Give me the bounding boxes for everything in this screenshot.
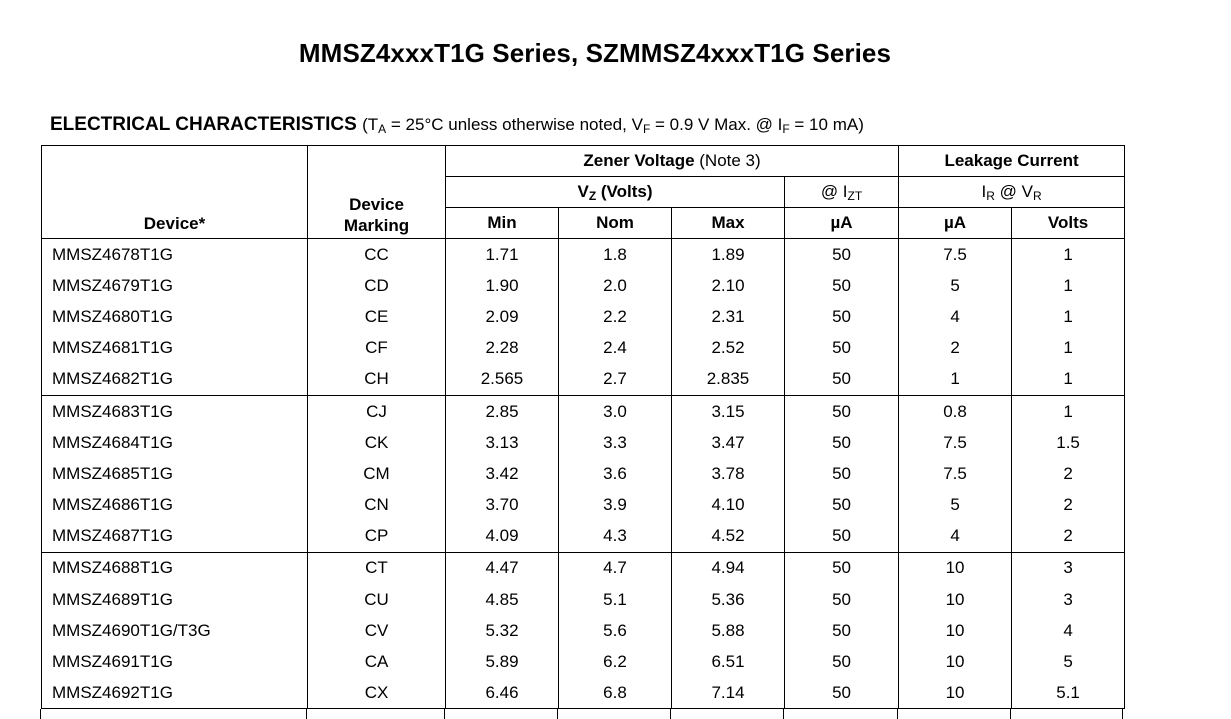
cell-ir: 10 [899,615,1012,646]
cell-vr: 5.1 [1012,678,1125,709]
cell-device: MMSZ4686T1G [42,490,308,521]
cell-vr: 1 [1012,333,1125,364]
cell-ir: 5 [899,490,1012,521]
cell-vz-min: 1.71 [446,239,559,271]
header-vz-volts [446,177,785,208]
cell-device: MMSZ4682T1G [42,364,308,396]
cond-close: = 10 mA) [789,115,864,134]
header-izt-main: @ I [820,182,848,201]
cell-vr: 1 [1012,270,1125,301]
cell-vr: 2 [1012,490,1125,521]
header-vz-unit: (Volts) [596,182,653,201]
header-marking-line1: Device [349,195,404,214]
cell-device: MMSZ4688T1G [42,552,308,584]
cell-vr: 1 [1012,239,1125,271]
cell-vz-max: 5.88 [672,615,785,646]
cond-mid2: = 0.9 V Max. @ I [650,115,783,134]
header-vz-main: V [577,182,589,201]
cell-vz-nom: 4.7 [559,552,672,584]
table-row [42,301,1125,332]
table-row [42,364,1125,396]
cell-marking: CC [308,239,446,271]
cond-open: (T [362,115,379,134]
cell-ir: 10 [899,678,1012,709]
table-body [42,239,1125,709]
cell-vr: 1 [1012,301,1125,332]
header-vr-unit: Volts [1012,208,1125,239]
cell-device: MMSZ4679T1G [42,270,308,301]
cell-ir: 0.8 [899,395,1012,427]
header-nom: Nom [559,208,672,239]
cell-vz-nom: 2.4 [559,333,672,364]
cell-vr: 4 [1012,615,1125,646]
cell-vr: 1.5 [1012,427,1125,458]
cell-vr: 2 [1012,521,1125,553]
header-max: Max [672,208,785,239]
cell-vr: 1 [1012,364,1125,396]
header-vz-sub: Z [588,189,597,203]
table-header [42,146,1125,239]
header-ir-at: @ V [994,182,1033,201]
cell-vz-min: 4.85 [446,584,559,615]
header-zener-label: Zener Voltage [583,151,695,170]
table-row [42,333,1125,364]
table-row [42,552,1125,584]
cell-marking: CE [308,301,446,332]
cell-vz-max: 2.31 [672,301,785,332]
section-heading [50,114,864,136]
cell-marking: CN [308,490,446,521]
header-izt-sub: ZT [847,189,863,203]
cell-vz-min: 2.28 [446,333,559,364]
cell-vz-nom: 5.6 [559,615,672,646]
cell-izt: 50 [785,364,899,396]
cell-vz-max: 2.52 [672,333,785,364]
cell-vz-max: 4.52 [672,521,785,553]
header-ir-at-vr [899,177,1125,208]
cell-izt: 50 [785,584,899,615]
cell-vz-min: 4.09 [446,521,559,553]
cell-izt: 50 [785,458,899,489]
cell-vz-max: 7.14 [672,678,785,709]
table-row [42,427,1125,458]
cond-if-sub: F [782,122,790,136]
cell-device: MMSZ4681T1G [42,333,308,364]
cell-ir: 7.5 [899,239,1012,271]
cell-marking: CT [308,552,446,584]
cell-device: MMSZ4685T1G [42,458,308,489]
cell-vz-nom: 1.8 [559,239,672,271]
cell-vz-nom: 6.2 [559,646,672,677]
cell-vz-min: 2.565 [446,364,559,396]
cell-vz-nom: 2.2 [559,301,672,332]
cell-vz-max: 3.15 [672,395,785,427]
cell-device: MMSZ4678T1G [42,239,308,271]
cell-vz-min: 2.09 [446,301,559,332]
cell-vz-max: 6.51 [672,646,785,677]
cell-vz-max: 5.36 [672,584,785,615]
cell-vz-max: 3.47 [672,427,785,458]
cell-marking: CF [308,333,446,364]
cell-vz-max: 2.10 [672,270,785,301]
cell-vz-min: 3.70 [446,490,559,521]
cell-vz-min: 4.47 [446,552,559,584]
table-row [42,646,1125,677]
header-device: Device* [42,146,308,239]
cell-marking: CJ [308,395,446,427]
cell-device: MMSZ4680T1G [42,301,308,332]
cell-vr: 1 [1012,395,1125,427]
cell-marking: CP [308,521,446,553]
cell-device: MMSZ4690T1G/T3G [42,615,308,646]
table-row [42,678,1125,709]
cell-ir: 10 [899,646,1012,677]
cell-vz-min: 6.46 [446,678,559,709]
cell-marking: CD [308,270,446,301]
cell-vz-nom: 4.3 [559,521,672,553]
cell-marking: CU [308,584,446,615]
cell-marking: CX [308,678,446,709]
cell-device: MMSZ4684T1G [42,427,308,458]
cell-vz-max: 2.835 [672,364,785,396]
cell-device: MMSZ4691T1G [42,646,308,677]
cell-izt: 50 [785,490,899,521]
cell-vz-min: 1.90 [446,270,559,301]
cell-izt: 50 [785,395,899,427]
header-zener-voltage [446,146,899,177]
cell-ir: 1 [899,364,1012,396]
header-izt-unit: µA [785,208,899,239]
cell-marking: CV [308,615,446,646]
cell-ir: 4 [899,521,1012,553]
table-row [42,239,1125,271]
cell-ir: 10 [899,552,1012,584]
cell-device: MMSZ4692T1G [42,678,308,709]
cell-vz-max: 1.89 [672,239,785,271]
cell-izt: 50 [785,239,899,271]
cell-ir: 4 [899,301,1012,332]
cell-vz-nom: 3.0 [559,395,672,427]
table-row [42,490,1125,521]
cell-marking: CA [308,646,446,677]
cell-vz-nom: 3.3 [559,427,672,458]
cell-vz-nom: 2.0 [559,270,672,301]
cell-device: MMSZ4689T1G [42,584,308,615]
cell-vz-min: 2.85 [446,395,559,427]
cell-vr: 3 [1012,584,1125,615]
cell-izt: 50 [785,301,899,332]
header-ir-sub: R [986,189,995,203]
cell-device: MMSZ4687T1G [42,521,308,553]
cell-vz-nom: 6.8 [559,678,672,709]
cell-marking: CM [308,458,446,489]
header-min: Min [446,208,559,239]
cell-ir: 7.5 [899,427,1012,458]
cell-vz-max: 3.78 [672,458,785,489]
cell-izt: 50 [785,552,899,584]
cell-vr: 5 [1012,646,1125,677]
header-ir-unit: µA [899,208,1012,239]
cell-vz-nom: 3.9 [559,490,672,521]
table-row [42,521,1125,553]
cell-ir: 2 [899,333,1012,364]
table-row [42,584,1125,615]
cell-device: MMSZ4683T1G [42,395,308,427]
cell-vz-nom: 3.6 [559,458,672,489]
cell-ir: 7.5 [899,458,1012,489]
cell-izt: 50 [785,615,899,646]
cell-vz-min: 3.13 [446,427,559,458]
section-heading-label: ELECTRICAL CHARACTERISTICS [50,114,357,135]
header-device-marking [308,146,446,239]
cell-vz-nom: 5.1 [559,584,672,615]
table-row [42,395,1125,427]
table-row [42,615,1125,646]
header-marking-line2: Marking [343,216,410,235]
cond-ta-sub: A [378,122,387,136]
header-vr-sub: R [1032,189,1042,203]
cell-marking: CH [308,364,446,396]
cell-vz-min: 3.42 [446,458,559,489]
cell-izt: 50 [785,427,899,458]
header-ir-main: I [981,182,987,201]
cell-vr: 3 [1012,552,1125,584]
header-at-izt [785,177,899,208]
cell-vr: 2 [1012,458,1125,489]
page-title: MMSZ4xxxT1G Series, SZMMSZ4xxxT1G Series [298,38,892,68]
header-zener-note: (Note 3) [694,151,761,170]
table-row [42,270,1125,301]
cell-vz-min: 5.32 [446,615,559,646]
cell-izt: 50 [785,678,899,709]
table-row [42,458,1125,489]
cond-mid1: = 25°C unless otherwise noted, V [386,115,643,134]
cell-vz-nom: 2.7 [559,364,672,396]
electrical-characteristics-table [41,145,1125,709]
header-leakage-current: Leakage Current [899,146,1125,177]
cell-izt: 50 [785,270,899,301]
cell-izt: 50 [785,646,899,677]
cell-ir: 5 [899,270,1012,301]
test-conditions [362,115,864,134]
cell-ir: 10 [899,584,1012,615]
cell-vz-max: 4.94 [672,552,785,584]
cell-izt: 50 [785,521,899,553]
cond-vf-sub: F [642,122,651,136]
cell-izt: 50 [785,333,899,364]
cell-vz-max: 4.10 [672,490,785,521]
cell-marking: CK [308,427,446,458]
cell-vz-min: 5.89 [446,646,559,677]
